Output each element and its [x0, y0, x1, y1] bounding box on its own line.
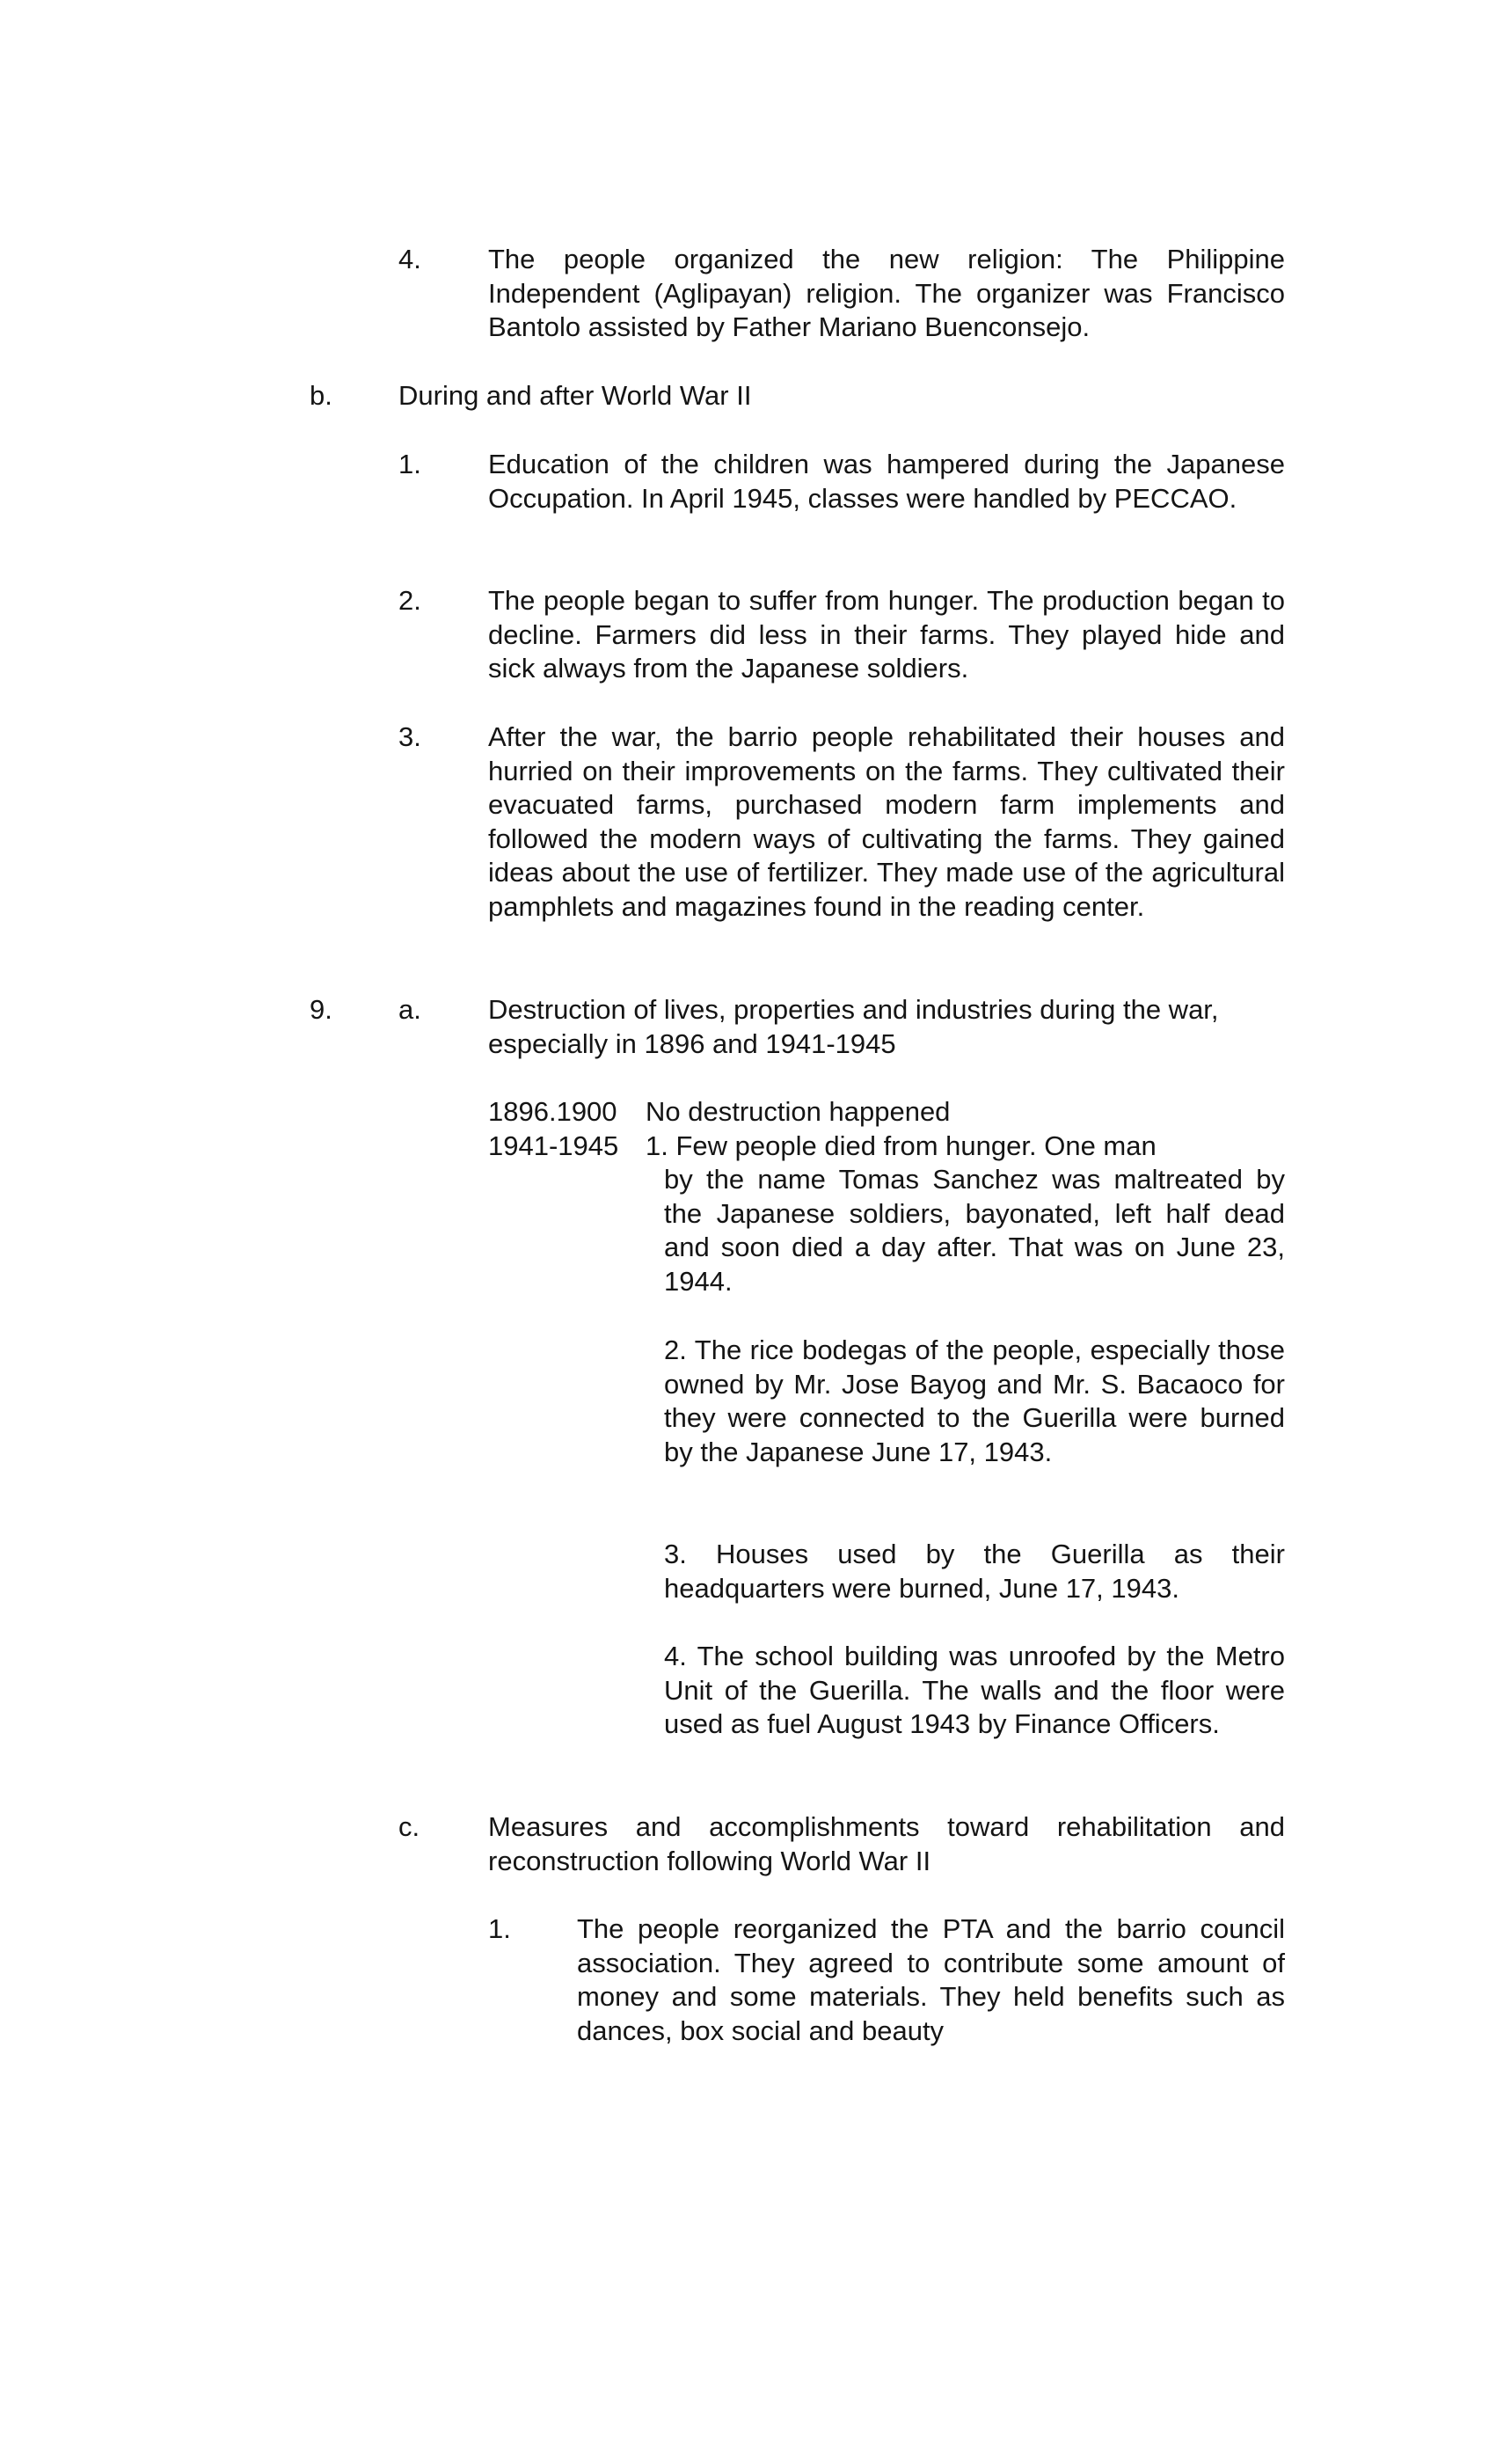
- paragraph-after-war: After the war, the barrio people rehabilitated their houses and hurried on their improvements on the farms. They cultivated their evacuated farms, purchased modern farm implements and followed the modern ways of cultivating the farms. They gained ideas about the use of fertilizer. They made use of the agricultural pamphlets and magazines found in the reading center.: [488, 721, 1285, 922]
- item-number: 3.: [398, 721, 421, 752]
- paragraph-tomas-sanchez: by the name Tomas Sanchez was maltreated by the Japanese soldiers, bayonated, left half dead and soon died a day after. That was on June 23, 1944.: [664, 1164, 1285, 1297]
- paragraph-pta: The people reorganized the PTA and the barrio council association. They agreed to contribute some amount of money and some materials. They held benefits such as dances, box social and beauty: [577, 1913, 1285, 2046]
- period-text: No destruction happened: [646, 1096, 951, 1127]
- paragraph-education: Education of the children was hampered during the Japanese Occupation. In April 1945, classes were handled by PECCAO.: [488, 449, 1285, 514]
- period-years: 1896.1900: [488, 1096, 617, 1127]
- paragraph-houses-burned: 3. Houses used by the Guerilla as their headquarters were burned, June 17, 1943.: [664, 1539, 1285, 1604]
- item-number: 4.: [398, 244, 421, 274]
- paragraph-hunger: The people began to suffer from hunger. The production began to decline. Farmers did less in their farms. They played hide and sick always from the Japanese soldiers.: [488, 585, 1285, 684]
- section-9a-heading: Destruction of lives, properties and industries during the war, especially in 1896 and 1941-1945: [488, 994, 1219, 1059]
- period-years: 1941-1945: [488, 1130, 619, 1161]
- item-number: 1.: [488, 1913, 511, 1944]
- section-c-heading: Measures and accomplishments toward rehabilitation and reconstruction following World War II: [488, 1811, 1285, 1876]
- section-number-9: 9.: [310, 994, 332, 1025]
- paragraph-rice-bodegas: 2. The rice bodegas of the people, especially those owned by Mr. Jose Bayog and Mr. S. Bacaoco for they were connected to the Guerilla were burned by the Japanese June 17, 1943.: [664, 1334, 1285, 1467]
- section-letter-c: c.: [398, 1811, 420, 1842]
- section-b-heading: During and after World War II: [398, 380, 752, 411]
- section-letter-a: a.: [398, 994, 421, 1025]
- item-number: 2.: [398, 585, 421, 616]
- paragraph-religion: The people organized the new religion: The Philippine Independent (Aglipayan) religion. The organizer was Francisco Bantolo assisted by Father Mariano Buenconsejo.: [488, 244, 1285, 343]
- period-first-line: 1. Few people died from hunger. One man: [646, 1130, 1157, 1161]
- item-number: 1.: [398, 449, 421, 479]
- paragraph-school-building: 4. The school building was unroofed by the Metro Unit of the Guerilla. The walls and the floor were used as fuel August 1943 by Finance Officers.: [664, 1641, 1285, 1740]
- section-letter-b: b.: [310, 380, 332, 411]
